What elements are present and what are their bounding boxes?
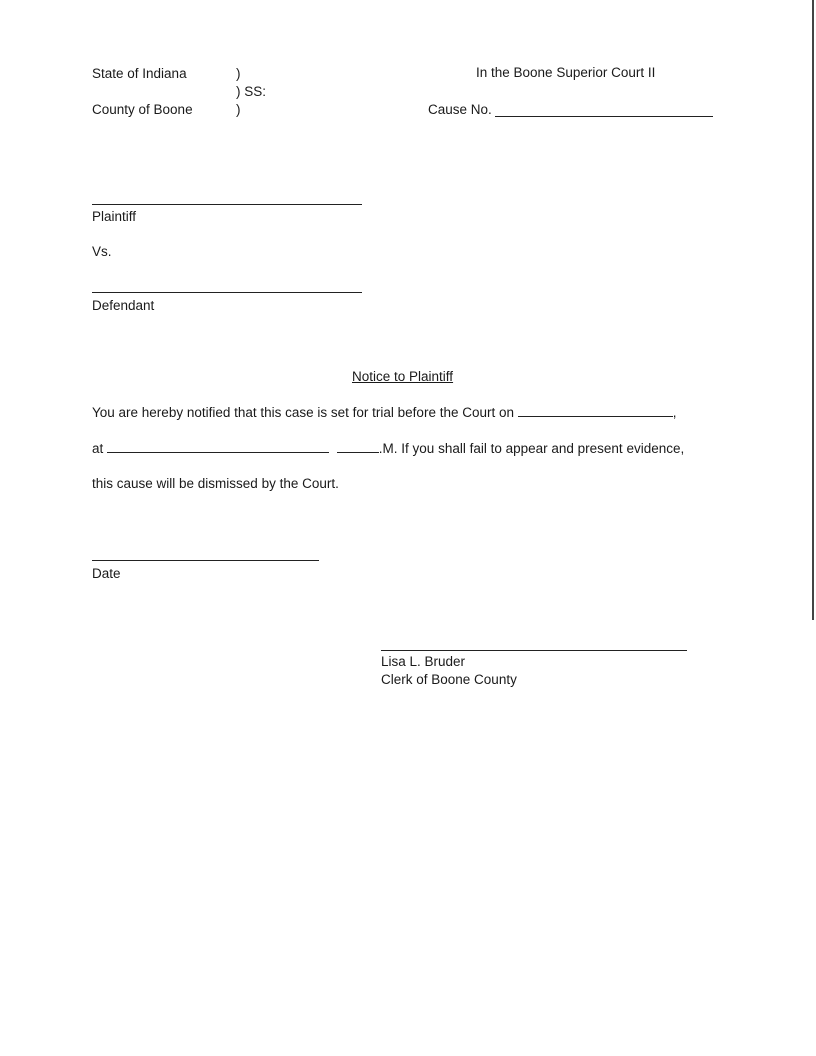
state-label: State of Indiana xyxy=(92,66,187,81)
trial-date-field[interactable] xyxy=(518,404,673,417)
signature-line[interactable] xyxy=(381,650,687,651)
paren: ) xyxy=(236,102,241,117)
county-label: County of Boone xyxy=(92,102,193,117)
notice-title: Notice to Plaintiff xyxy=(352,369,454,384)
am-pm-field[interactable] xyxy=(337,440,379,453)
clerk-title: Clerk of Boone County xyxy=(381,672,517,687)
ss-label: ) SS: xyxy=(236,84,267,99)
trial-time-field[interactable] xyxy=(107,440,329,453)
date-field[interactable] xyxy=(92,560,319,561)
vs-label: Vs. xyxy=(92,244,112,259)
notice-text: .M. If you shall fail to appear and present evidence, xyxy=(378,441,685,456)
comma: , xyxy=(672,405,677,420)
notice-text: You are hereby notified that this case is set for trial before the Court on xyxy=(92,405,514,420)
cause-number-field[interactable] xyxy=(495,116,713,117)
notice-line-1 xyxy=(92,404,677,420)
defendant-label: Defendant xyxy=(92,298,155,313)
court-name: In the Boone Superior Court II xyxy=(476,65,656,80)
plaintiff-label: Plaintiff xyxy=(92,209,137,224)
notice-line-3: this cause will be dismissed by the Court. xyxy=(92,476,339,491)
date-label: Date xyxy=(92,566,121,581)
defendant-name-field[interactable] xyxy=(92,292,362,293)
at-text: at xyxy=(92,441,104,456)
clerk-name: Lisa L. Bruder xyxy=(381,654,466,669)
plaintiff-name-field[interactable] xyxy=(92,204,362,205)
cause-number-label: Cause No. xyxy=(428,102,492,117)
scan-edge xyxy=(812,0,814,620)
notice-line-2 xyxy=(92,440,684,456)
paren: ) xyxy=(236,66,241,81)
